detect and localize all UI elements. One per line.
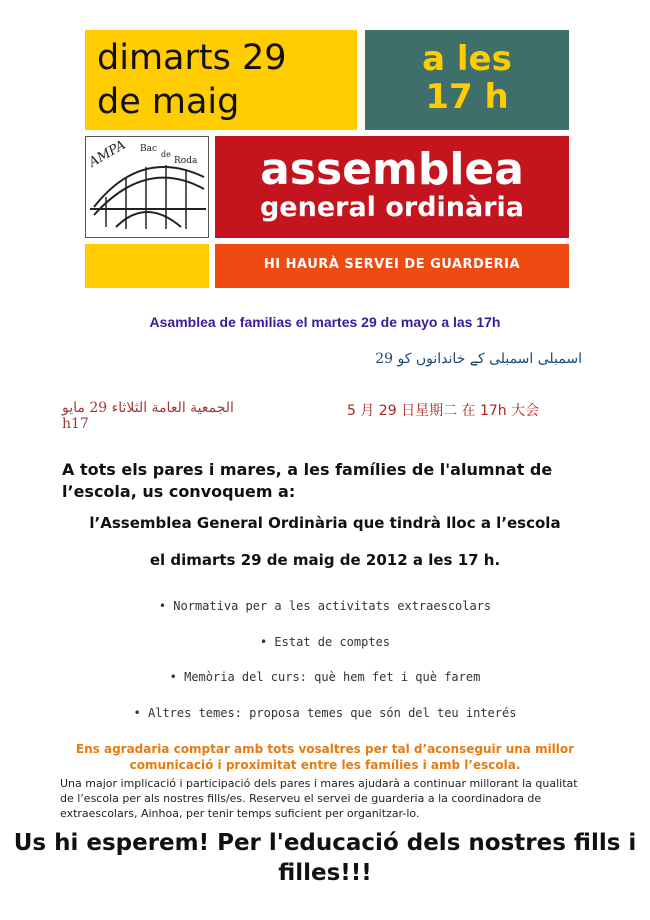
- bridge-logo-icon: [86, 137, 208, 237]
- date-text: dimarts 29 de maig: [97, 38, 287, 122]
- logo-text-ampa: AMPA: [86, 137, 129, 171]
- arabic-translation: الجمعية العامة الثلاثاء 29 مايو h17: [62, 400, 234, 432]
- logo-text-roda: Roda: [174, 156, 198, 166]
- intro-paragraph: A tots els pares i mares, a les famílies de l'alumnat de l’escola, us convoquem a:: [62, 460, 553, 501]
- ampa-logo: [85, 136, 209, 238]
- agenda-item: • Estat de comptes: [259, 635, 391, 649]
- agenda-item: • Altres temes: proposa temes que són del teu interés: [133, 706, 517, 720]
- title-block: [215, 136, 569, 238]
- assembly-line: l’Assemblea General Ordinària que tindrà lloc a l’escola: [89, 514, 561, 532]
- assembly-date-line: el dimarts 29 de maig de 2012 a les 17 h.: [149, 551, 501, 569]
- childcare-banner: [215, 244, 569, 288]
- title-assemblea: assemblea: [260, 144, 524, 195]
- time-block: [365, 30, 569, 130]
- agenda-item: • Memòria del curs: què hem fet i què farem: [169, 670, 481, 684]
- logo-text-bac: Bac: [140, 144, 158, 154]
- logo-text-de: de: [161, 150, 171, 159]
- childcare-text: HI HAURÀ SERVEI DE GUARDERIA: [263, 257, 521, 272]
- time-text: a les 17 h: [422, 39, 512, 117]
- spanish-translation: Asamblea de familias el martes 29 de mayo a las 17h: [149, 314, 501, 330]
- chinese-translation: 5 月 29 日星期二 在 17h 大会: [347, 403, 540, 419]
- closing-message: Us hi esperem! Per l'educació dels nostres fills i filles!!!: [13, 830, 637, 886]
- agenda-item: • Normativa per a les activitats extraescolars: [158, 599, 492, 613]
- date-block: [85, 30, 357, 130]
- title-general-ordinaria: general ordinària: [259, 192, 525, 223]
- communication-note: Ens agradaria comptar amb tots vosaltres per tal d’aconseguir una millor comunicació i proximitat entre les famílies i amb l’escola.: [75, 742, 575, 772]
- participation-note: Una major implicació i participació dels pares i mares ajudarà a continuar millorant la qualitat de l’escola per als nostres fills/es. Reserveu el servei de guarderia a la coordinadora de extraescolars, Ainhoa, per tenir temps suficient per organitzar-lo.: [60, 777, 578, 820]
- urdu-translation: اسمبلی اسمبلی کے خاندانوں کو 29: [375, 351, 582, 367]
- yellow-accent-block: [85, 244, 209, 288]
